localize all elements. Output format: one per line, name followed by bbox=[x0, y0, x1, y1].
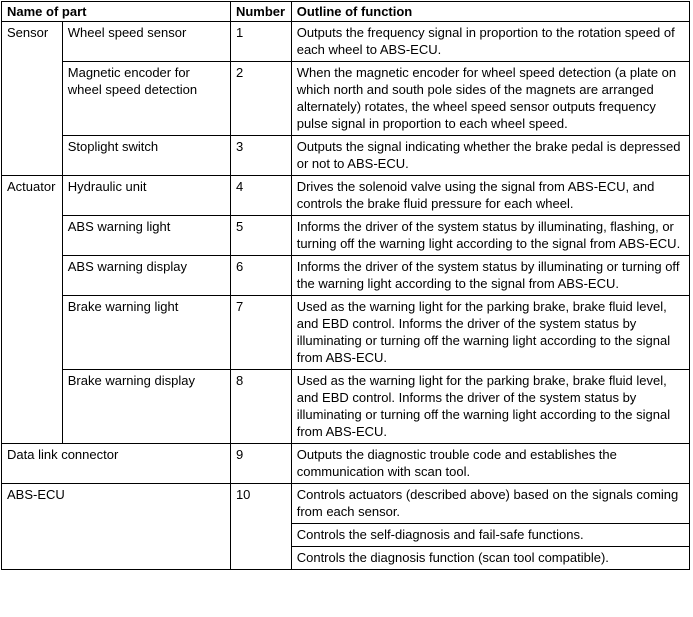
table-row bbox=[2, 296, 690, 370]
part-function: Informs the driver of the system status by illuminating or turning off the warning light according to the signal from ABS-ECU. bbox=[291, 256, 689, 296]
part-number: 3 bbox=[230, 136, 291, 176]
part-name: ABS warning light bbox=[62, 216, 230, 256]
part-number: 7 bbox=[230, 296, 291, 370]
part-number: 10 bbox=[230, 484, 291, 570]
part-name: Hydraulic unit bbox=[62, 176, 230, 216]
part-function: Informs the driver of the system status by illuminating, flashing, or turning off the warning light according to the signal from ABS-ECU. bbox=[291, 216, 689, 256]
table-row bbox=[2, 370, 690, 444]
part-function: Outputs the diagnostic trouble code and establishes the communication with scan tool. bbox=[291, 444, 689, 484]
table-row bbox=[2, 444, 690, 484]
part-number: 8 bbox=[230, 370, 291, 444]
part-function: Used as the warning light for the parking brake, brake fluid level, and EBD control. Informs the driver of the system status by illuminating or turning off the warning light according to the signal from ABS-ECU. bbox=[291, 296, 689, 370]
group-sensor: Sensor bbox=[2, 22, 63, 176]
table-row bbox=[2, 216, 690, 256]
part-function: Outputs the signal indicating whether the brake pedal is depressed or not to ABS-ECU. bbox=[291, 136, 689, 176]
table-row bbox=[2, 136, 690, 176]
part-name: Brake warning display bbox=[62, 370, 230, 444]
part-number: 6 bbox=[230, 256, 291, 296]
part-function: Controls the self-diagnosis and fail-safe functions. bbox=[291, 524, 689, 547]
part-function: Controls the diagnosis function (scan tool compatible). bbox=[291, 547, 689, 570]
part-function: Outputs the frequency signal in proportion to the rotation speed of each wheel to ABS-ECU. bbox=[291, 22, 689, 62]
part-number: 1 bbox=[230, 22, 291, 62]
part-name: Data link connector bbox=[2, 444, 231, 484]
part-name: Magnetic encoder for wheel speed detection bbox=[62, 62, 230, 136]
group-actuator: Actuator bbox=[2, 176, 63, 444]
part-name: ABS-ECU bbox=[2, 484, 231, 570]
header-name-of-part: Name of part bbox=[2, 2, 231, 22]
table-row bbox=[2, 484, 690, 524]
header-number: Number bbox=[230, 2, 291, 22]
parts-function-table bbox=[1, 1, 690, 570]
part-number: 9 bbox=[230, 444, 291, 484]
part-name: Wheel speed sensor bbox=[62, 22, 230, 62]
table-row bbox=[2, 22, 690, 62]
part-function: Drives the solenoid valve using the signal from ABS-ECU, and controls the brake fluid pressure for each wheel. bbox=[291, 176, 689, 216]
part-name: ABS warning display bbox=[62, 256, 230, 296]
part-function: Used as the warning light for the parking brake, brake fluid level, and EBD control. Informs the driver of the system status by illuminating or turning off the warning light according to the signal from ABS-ECU. bbox=[291, 370, 689, 444]
part-number: 5 bbox=[230, 216, 291, 256]
header-outline-of-function: Outline of function bbox=[291, 2, 689, 22]
table-row bbox=[2, 62, 690, 136]
part-number: 4 bbox=[230, 176, 291, 216]
part-name: Brake warning light bbox=[62, 296, 230, 370]
part-name: Stoplight switch bbox=[62, 136, 230, 176]
table-header-row bbox=[2, 2, 690, 22]
table-row bbox=[2, 256, 690, 296]
table-row bbox=[2, 176, 690, 216]
part-function: When the magnetic encoder for wheel speed detection (a plate on which north and south pole sides of the magnets are arranged alternately) rotates, the wheel speed sensor outputs frequency pulse signal in proportion to each wheel speed. bbox=[291, 62, 689, 136]
part-number: 2 bbox=[230, 62, 291, 136]
part-function: Controls actuators (described above) based on the signals coming from each sensor. bbox=[291, 484, 689, 524]
